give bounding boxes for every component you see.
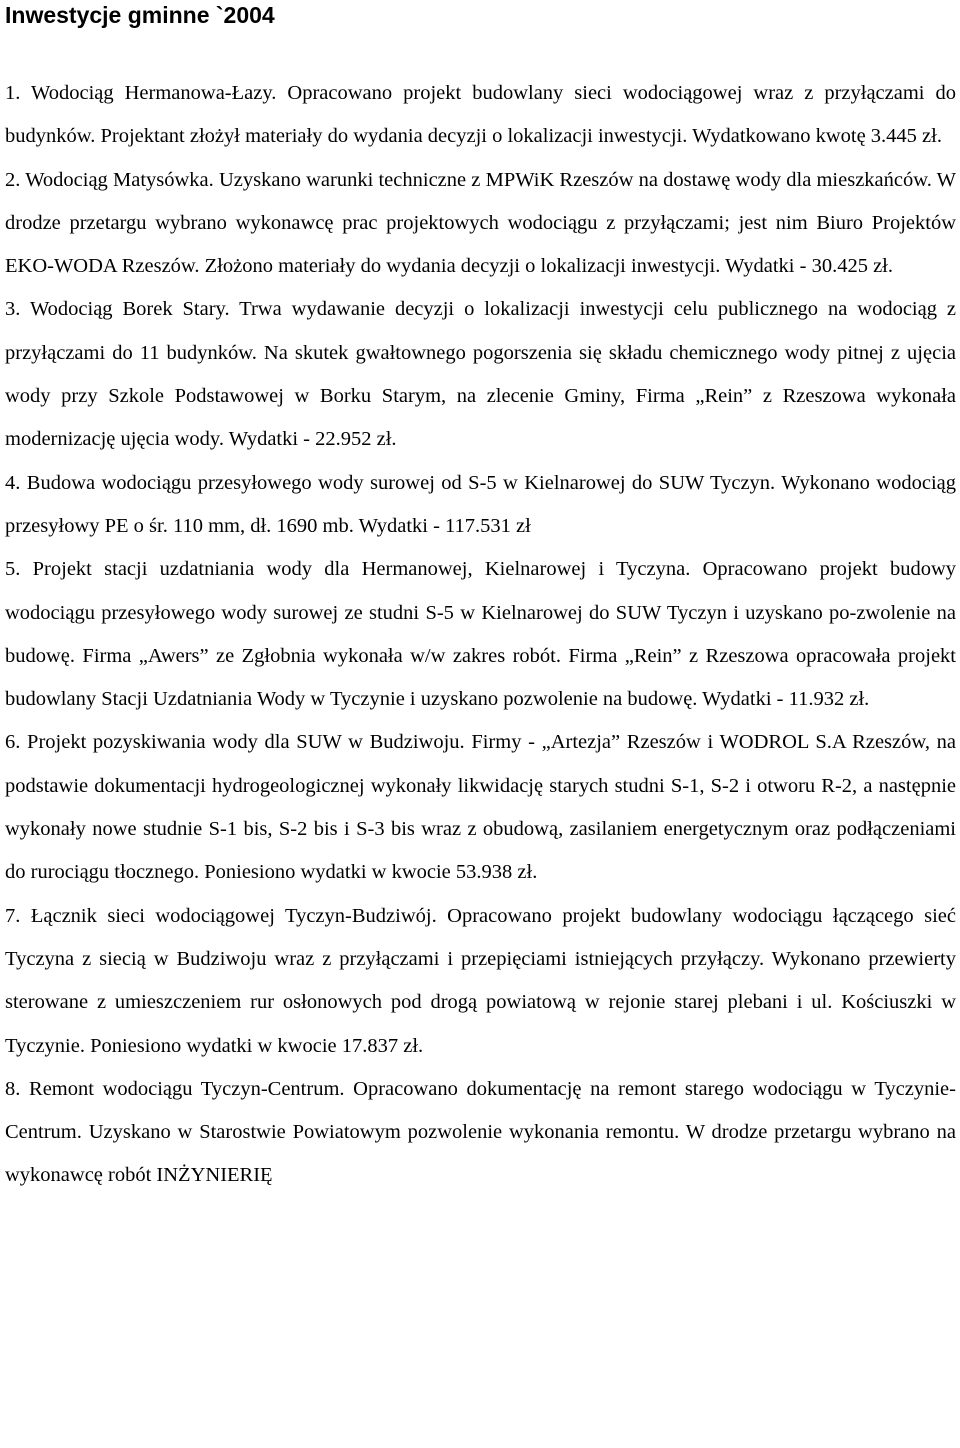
list-item-1 [5,72,956,159]
list-item-2 [5,159,956,289]
list-item-3 [5,288,956,461]
item-number: 8. [5,1077,21,1100]
list-item-4 [5,462,956,549]
list-item-8 [5,1068,956,1198]
document-title: Inwestycje gminne `2004 [5,2,275,28]
item-text: Opracowano projekt budowy wodociągu przesyłowego wody surowej ze studni S-5 w Kielnarowej do SUW Tyczyn i uzyskano po-zwolenie na budowę. Firma „Awers” ze Zgłobnia wykonała w/w zakres robót. Firma „Rein” z Rzeszowa opracowała projekt budowlany Stacji Uzdatniania Wody w Tyczynie i uzyskano pozwolenie na budowę. Wydatki - 11.932 zł. [5,558,957,711]
item-text: Uzyskano warunki techniczne z MPWiK Rzeszów na dostawę wody dla mieszkańców. W drodze przetargu wybrano wykonawcę prac projektowych wodociągu z przyłączami; jest nim Biuro Projektów EKO-WODA Rzeszów. Złożono materiały do wydania decyzji o lokalizacji inwestycji. Wydatki - 30.425 zł. [5,168,957,278]
item-text: Firmy - „Artezja” Rzeszów i WODROL S.A Rzeszów, na podstawie dokumentacji hydrogeologicznej wykonały likwidację starych studni S-1, S-2 i otworu R-2, a następnie wykonały nowe studnie S-1 bis, S-2 bis i S-3 bis wraz z obudową, zasilaniem energetycznym oraz podłączeniami do rurociągu tłocznego. Poniesiono wydatki w kwocie 53.938 zł. [5,731,956,884]
item-text: Wykonano wodociąg przesyłowy PE o śr. 110 mm, dł. 1690 mb. Wydatki - 117.531 zł [5,471,957,537]
item-lead: Wodociąg Hermanowa-Łazy. [31,82,277,104]
list-item-6 [5,721,956,894]
item-number: 1. [5,82,21,104]
item-text: Opracowano dokumentację na remont starego wodociągu w Tyczynie-Centrum. Uzyskano w Starostwie Powiatowym pozwolenie wykonania remontu. W drodze przetargu wybrano na wykonawcę robót INŻYNIERIĘ [5,1077,956,1187]
item-number: 2. [5,168,21,191]
document-page [5,0,956,1198]
list-item-7 [5,895,956,1068]
item-lead: Wodociąg Borek Stary. [29,298,230,321]
item-lead: Łącznik sieci wodociągowej Tyczyn-Budziwój. [30,904,437,927]
document-body [5,72,956,1198]
list-item-5 [5,548,956,721]
item-number: 6. [5,731,21,754]
item-number: 7. [5,904,21,927]
item-lead: Remont wodociągu Tyczyn-Centrum. [29,1077,345,1100]
item-number: 5. [5,558,21,581]
item-lead: Projekt pozyskiwania wody dla SUW w Budziwoju. [27,731,465,754]
item-lead: Budowa wodociągu przesyłowego wody surowej od S-5 w Kielnarowej do SUW Tyczyn. [26,471,776,494]
item-text: Trwa wydawanie decyzji o lokalizacji inwestycji celu publicznego na wodociąg z przyłączami do 11 budynków. Na skutek gwałtownego pogorszenia się składu chemicznego wody pitnej z ujęcia wody przy Szkole Podstawowej w Borku Starym, na zlecenie Gminy, Firma „Rein” z Rzeszowa wykonała modernizację ujęcia wody. Wydatki - 22.952 zł. [5,298,957,451]
item-lead: Projekt stacji uzdatniania wody dla Hermanowej, Kielnarowej i Tyczyna. [32,558,691,581]
item-text: Opracowano projekt budowlany sieci wodociągowej wraz z przyłączami do budynków. Projektant złożył materiały do wydania decyzji o lokalizacji inwestycji. Wydatkowano kwotę 3.445 zł. [5,82,956,148]
item-number: 4. [5,471,21,494]
item-text: Opracowano projekt budowlany wodociągu łączącego sieć Tyczyna z siecią w Budziwoju wraz z przyłączami i przepięciami istniejących przyłączy. Wykonano przewierty sterowane z umieszczeniem rur osłonowych pod drogą powiatową w rejonie starej plebani i ul. Kościuszki w Tyczynie. Poniesiono wydatki w kwocie 17.837 zł. [5,904,956,1057]
item-lead: Wodociąg Matysówka. [25,168,214,191]
item-number: 3. [5,298,21,321]
